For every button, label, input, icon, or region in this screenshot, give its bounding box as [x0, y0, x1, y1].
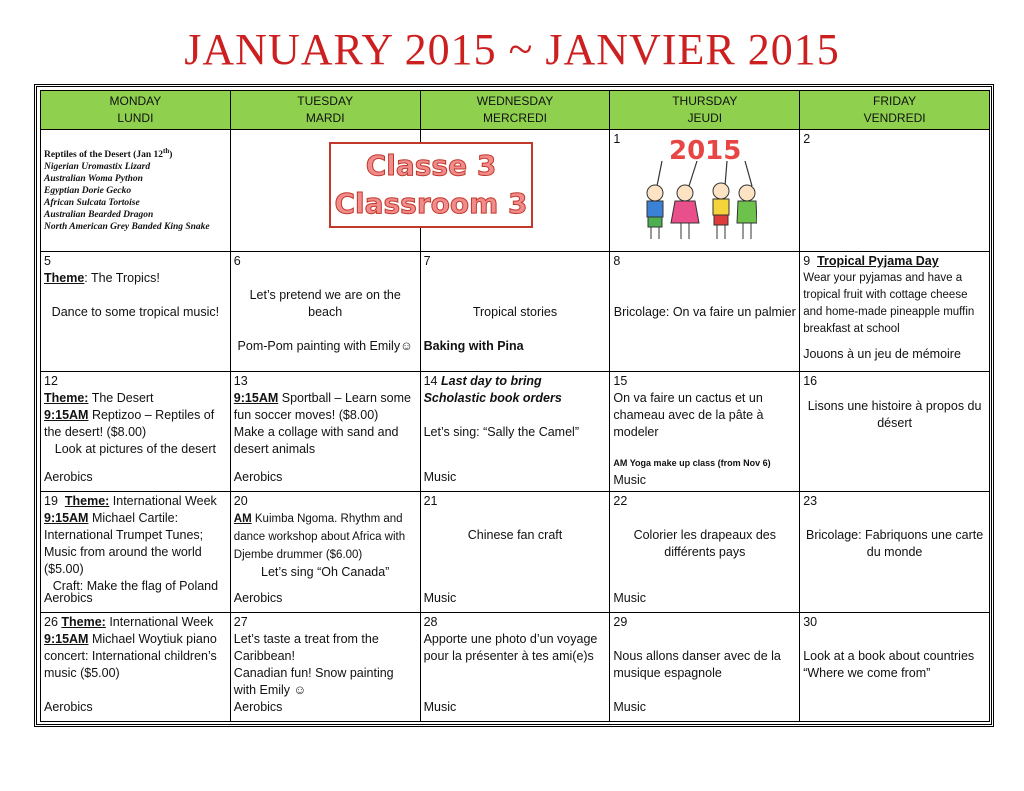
- day-cell: 20 AM Kuimba Ngoma. Rhythm and dance workshop about Africa with Djembe drummer ($6.00) Let’s sing “Oh Canada” Aerobics: [230, 492, 420, 613]
- day-number: 21: [423, 494, 438, 508]
- day-cell: 12 Theme: The Desert 9:15AM Reptizoo – Reptiles of the desert! ($8.00) Look at pictures of the desert Aerobics: [41, 372, 231, 492]
- day-number: 12: [44, 374, 58, 388]
- day-number: 15: [613, 374, 628, 388]
- day-number: 8: [613, 254, 621, 268]
- day-number: 16: [803, 374, 818, 388]
- day-cell: 5 Theme: The Tropics! Dance to some tropical music!: [41, 252, 231, 372]
- day-cell: 16 Lisons une histoire à propos du désert: [800, 372, 990, 492]
- day-cell: 21 Chinese fan craft Music: [420, 492, 610, 613]
- day-cell: [800, 130, 990, 252]
- kids-2015-illustration: [627, 131, 757, 246]
- classroom-badge: Classe 3 Classroom 3: [329, 142, 533, 228]
- day-number: 28: [423, 615, 438, 629]
- day-cell: 28 Apporte une photo d’un voyage pour la présenter à tes ami(e)s Music: [420, 613, 610, 722]
- day-number: 29: [613, 615, 628, 629]
- day-number: 20: [233, 494, 248, 508]
- day-cell: 6 Let’s pretend we are on the beach Pom-Pom painting with Emily☺: [230, 252, 420, 372]
- kid-4: [737, 185, 757, 239]
- day-cell: [41, 130, 231, 252]
- day-cell: 14 Last day to bring Scholastic book orders Let’s sing: “Sally the Camel” Music: [420, 372, 610, 492]
- day-cell: 23 Bricolage: Fabriquons une carte du monde: [800, 492, 990, 613]
- day-cell: 7 Tropical stories Baking with Pina: [420, 252, 610, 372]
- day-number: 6: [233, 254, 241, 268]
- day-cell: 30 Look at a book about countries “Where we come from”: [800, 613, 990, 722]
- day-number: 22: [613, 494, 628, 508]
- header-friday: FRIDAY VENDREDI: [800, 91, 990, 130]
- art-2015-text: 2015: [669, 136, 742, 166]
- day-number: 9: [803, 254, 811, 268]
- day-cell: 8 Bricolage: On va faire un palmier: [610, 252, 800, 372]
- day-cell: 26 Theme: International Week 9:15AM Michael Woytiuk piano concert: International children’s music ($5.00) Aerobics: [41, 613, 231, 722]
- header-row: [41, 91, 990, 130]
- day-cell: 13 9:15AM Sportball – Learn some fun soccer moves! ($8.00) Make a collage with sand and desert animals Aerobics: [230, 372, 420, 492]
- day-cell: 19 Theme: International Week 9:15AM Michael Cartile: International Trumpet Tunes; Music from around the world ($5.00) Craft: Make the flag of Poland Aerobics: [41, 492, 231, 613]
- week-row-2: [41, 252, 990, 372]
- kid-3: [713, 183, 729, 239]
- kid-2: [671, 185, 699, 239]
- day-number: 14: [423, 374, 438, 388]
- reptiles-list: Reptiles of the Desert (Jan 12th) Nigerian Uromastix Lizard Australian Woma Python Egyptian Dorie Gecko African Sulcata Tortoise Australian Bearded Dragon North American Grey Banded King Snake: [44, 147, 210, 233]
- day-number: 23: [803, 494, 818, 508]
- day-number: 13: [233, 374, 248, 388]
- header-tuesday: TUESDAY MARDI: [230, 91, 420, 130]
- header-wednesday: WEDNESDAY MERCREDI: [420, 91, 610, 130]
- day-number: 1: [613, 132, 621, 146]
- day-number: 27: [233, 615, 248, 629]
- week-row-5: [41, 613, 990, 722]
- header-thursday: THURSDAY JEUDI: [610, 91, 800, 130]
- day-number: 7: [423, 254, 431, 268]
- day-number: 26: [44, 615, 58, 629]
- day-number: 19: [44, 494, 58, 508]
- header-monday: MONDAY LUNDI: [41, 91, 231, 130]
- day-number: 30: [803, 615, 818, 629]
- kid-1: [647, 185, 663, 239]
- day-cell: 9 Tropical Pyjama Day Wear your pyjamas and have a tropical fruit with cottage cheese and home-made pineapple muffin breakfast at school Jouons à un jeu de mémoire: [800, 252, 990, 372]
- week-row-4: [41, 492, 990, 613]
- day-cell: 15 On va faire un cactus et un chameau avec de la pâte à modeler AM Yoga make up class (from Nov 6) Music: [610, 372, 800, 492]
- day-number: 2: [803, 132, 811, 146]
- day-cell: 22 Colorier les drapeaux des différents pays Music: [610, 492, 800, 613]
- week-row-3: [41, 372, 990, 492]
- page-title: JANUARY 2015 ~ JANVIER 2015: [184, 25, 840, 74]
- day-number: 5: [44, 254, 51, 268]
- day-cell: 27 Let’s taste a treat from the Caribbean! Canadian fun! Snow painting with Emily ☺ Aerobics: [230, 613, 420, 722]
- day-cell: 29 Nous allons danser avec de la musique espagnole Music: [610, 613, 800, 722]
- day-cell: [610, 130, 800, 252]
